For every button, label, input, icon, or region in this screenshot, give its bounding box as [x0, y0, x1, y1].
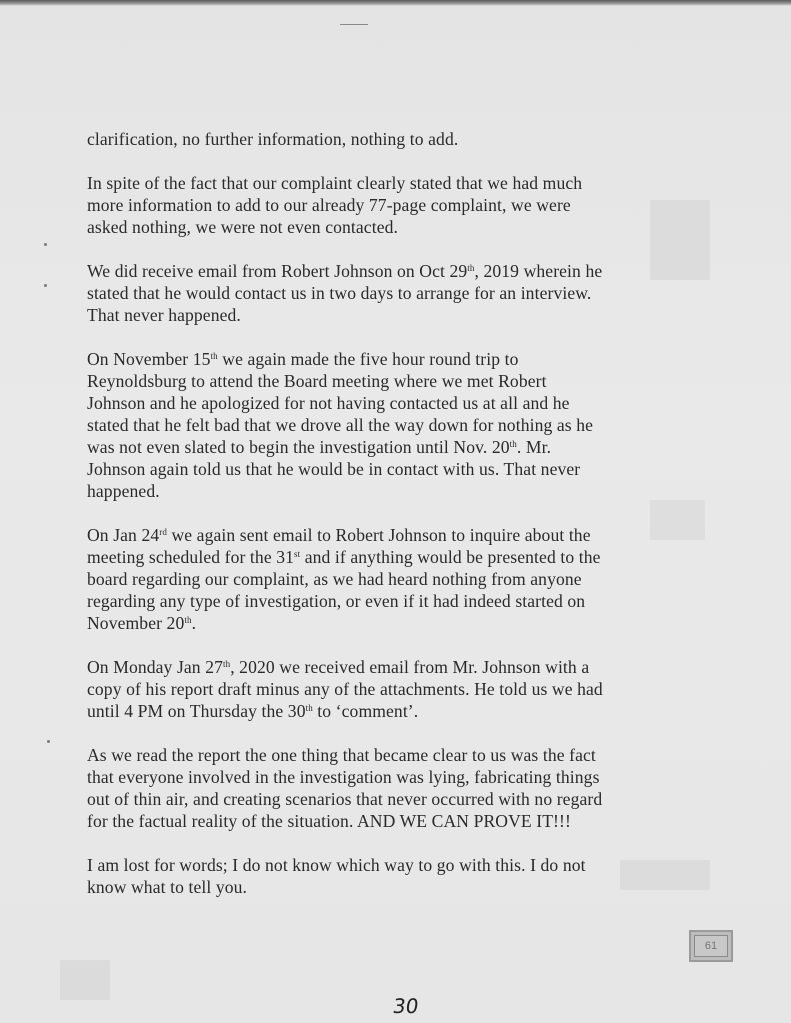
- text-line: stated that he felt bad that we drove all the way down for nothing as he: [87, 415, 594, 435]
- text-line: November 20th.: [87, 613, 197, 633]
- page-number: 30: [391, 994, 421, 1018]
- text-line: know what to tell you.: [87, 877, 248, 897]
- text-line: was not even slated to begin the investigation until Nov. 20th. Mr.: [87, 437, 552, 457]
- scan-speck: [44, 284, 47, 287]
- paragraph: [87, 172, 687, 238]
- text-line: more information to add to our already 77-page complaint, we were: [87, 195, 571, 215]
- text-line: That never happened.: [87, 305, 241, 325]
- bates-stamp: [689, 930, 733, 962]
- paragraph: [87, 524, 687, 634]
- paragraph: [87, 744, 687, 832]
- text-line: Reynoldsburg to attend the Board meeting where we met Robert: [87, 371, 547, 391]
- ordinal-suffix: th: [509, 439, 517, 449]
- ordinal-suffix: rd: [159, 527, 167, 537]
- text-line: happened.: [87, 481, 160, 501]
- text-line: for the factual reality of the situation. AND WE CAN PROVE IT!!!: [87, 811, 571, 831]
- paragraph: [87, 656, 687, 722]
- scan-top-edge: [0, 0, 791, 6]
- paragraph: [87, 260, 687, 326]
- text-line: Johnson again told us that he would be in contact with us. That never: [87, 459, 581, 479]
- text-line: asked nothing, we were not even contacted.: [87, 217, 398, 237]
- bates-stamp-number: 61: [694, 935, 728, 957]
- text-line: stated that he would contact us in two days to arrange for an interview.: [87, 283, 592, 303]
- ordinal-suffix: st: [294, 549, 301, 559]
- text-line: out of thin air, and creating scenarios that never occurred with no regard: [87, 789, 603, 809]
- text-line: On November 15th we again made the five hour round trip to: [87, 349, 519, 369]
- bleed-through: [60, 960, 110, 1000]
- ordinal-suffix: th: [222, 659, 231, 669]
- paragraph: [87, 128, 687, 150]
- ordinal-suffix: th: [184, 615, 192, 625]
- text-line: In spite of the fact that our complaint clearly stated that we had much: [87, 173, 583, 193]
- ordinal-suffix: th: [305, 703, 313, 713]
- scan-speck: [44, 243, 47, 246]
- text-line: I am lost for words; I do not know which way to go with this. I do not: [87, 855, 586, 875]
- text-line: We did receive email from Robert Johnson on Oct 29th, 2019 wherein he: [87, 261, 603, 281]
- text-line: copy of his report draft minus any of the attachments. He told us we had: [87, 679, 603, 699]
- text-line: As we read the report the one thing that became clear to us was the fact: [87, 745, 596, 765]
- text-line: On Monday Jan 27th, 2020 we received email from Mr. Johnson with a: [87, 657, 590, 677]
- text-line: that everyone involved in the investigation was lying, fabricating things: [87, 767, 600, 787]
- text-line: until 4 PM on Thursday the 30th to ‘comment’.: [87, 701, 419, 721]
- text-line: regarding any type of investigation, or even if it had indeed started on: [87, 591, 586, 611]
- scan-speck: [47, 740, 50, 743]
- scan-mark: [340, 24, 368, 25]
- text-line: On Jan 24rd we again sent email to Robert Johnson to inquire about the: [87, 525, 591, 545]
- text-line: Johnson and he apologized for not having contacted us at all and he: [87, 393, 570, 413]
- ordinal-suffix: th: [210, 351, 218, 361]
- text-line: board regarding our complaint, as we had heard nothing from anyone: [87, 569, 582, 589]
- paragraph: [87, 854, 687, 898]
- text-line: meeting scheduled for the 31st and if anything would be presented to the: [87, 547, 601, 567]
- ordinal-suffix: th: [467, 263, 475, 273]
- paragraph: [87, 348, 687, 502]
- text-line: clarification, no further information, nothing to add.: [87, 129, 459, 149]
- letter-body: [87, 128, 687, 920]
